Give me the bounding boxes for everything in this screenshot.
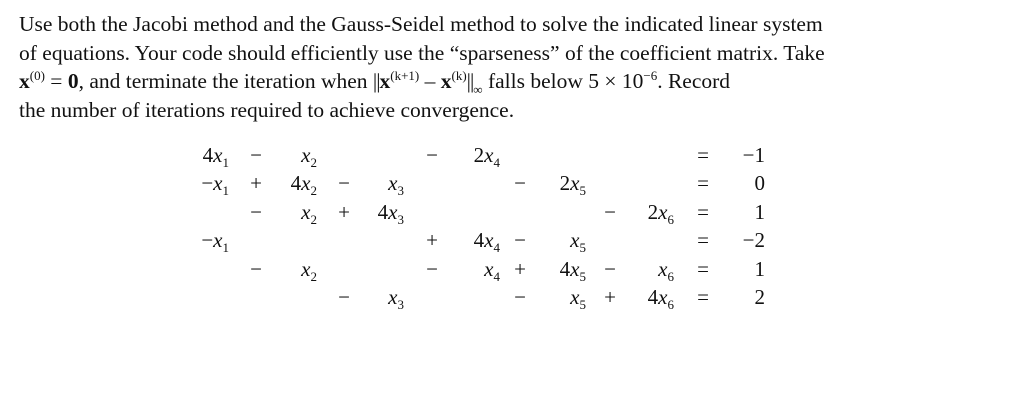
- operator-r5-o12: −: [250, 256, 262, 281]
- rhs-r4: −2: [742, 228, 765, 253]
- term-variable: x: [388, 285, 398, 309]
- rhs-r3: 1: [754, 199, 765, 224]
- problem-line-1: Use both the Jacobi method and the Gauss-Seidel method to solve the indicated linear system: [19, 12, 823, 36]
- x-vector: x: [19, 69, 30, 93]
- term-coefficient: 4: [290, 171, 302, 196]
- terminate-text: , and terminate the iteration when: [78, 69, 373, 93]
- term-index: 5: [579, 240, 586, 256]
- tolerance-exponent: −6: [643, 68, 658, 83]
- operator-r6-o56: +: [604, 285, 616, 309]
- term-index: 4: [493, 155, 500, 170]
- term-variable: x: [570, 256, 580, 281]
- term-coefficient: 2: [647, 199, 659, 224]
- problem-statement: [19, 10, 1009, 124]
- term-r2-x1: [185, 171, 229, 199]
- term-variable: x: [570, 171, 580, 196]
- x-superscript-0: (0): [29, 68, 45, 83]
- operator-r3-o56: −: [604, 199, 616, 224]
- term-coefficient: 4: [473, 228, 485, 253]
- problem-line-4: the number of iterations required to achieve convergence.: [19, 97, 515, 122]
- term-coefficient: 4: [559, 256, 571, 281]
- problem-line-3: [19, 67, 1009, 96]
- operator-r3-o23: +: [338, 199, 350, 224]
- operator-r5-o45: +: [514, 256, 526, 281]
- equals-r5: =: [697, 256, 709, 281]
- norm-sup-next: (k+1): [390, 68, 420, 83]
- term-r1-x4: [456, 143, 500, 171]
- term-variable: x: [570, 228, 580, 253]
- term-index: 5: [579, 297, 586, 312]
- term-coefficient: 4: [377, 199, 389, 224]
- operator-r1-o12: −: [250, 143, 262, 167]
- term-index: 2: [310, 183, 317, 199]
- term-r3-x2: [273, 200, 317, 228]
- operator-r2-o12: +: [250, 171, 262, 196]
- operator-r1-o34: −: [426, 143, 438, 167]
- term-index: 5: [579, 268, 586, 284]
- operator-r4-o45: −: [514, 228, 526, 253]
- term-index: 3: [397, 297, 404, 312]
- linear-system: [180, 143, 780, 318]
- norm-close: ||: [466, 69, 474, 93]
- equals-sign: =: [44, 69, 68, 93]
- zero-vector: 0: [67, 69, 79, 93]
- norm-x-next: x: [379, 69, 391, 93]
- equals-r6: =: [697, 285, 709, 309]
- operator-r2-o45: −: [514, 171, 526, 196]
- term-index: 1: [222, 183, 229, 199]
- rhs-r1: −1: [742, 143, 765, 167]
- term-r5-x5: [542, 257, 586, 285]
- term-coefficient: −: [201, 228, 214, 253]
- term-r2-x5: [542, 171, 586, 199]
- operator-r2-o23: −: [338, 171, 350, 196]
- term-r1-x2: [273, 143, 317, 171]
- term-r4-x5: [542, 228, 586, 256]
- term-index: 2: [310, 211, 317, 227]
- term-index: 5: [579, 183, 586, 199]
- term-index: 2: [310, 268, 317, 284]
- term-r6-x3: [360, 285, 404, 313]
- term-variable: x: [301, 171, 311, 196]
- term-coefficient: −: [201, 171, 214, 196]
- operator-r4-o34: +: [426, 228, 438, 253]
- term-variable: x: [484, 143, 494, 167]
- norm-open: ||: [372, 69, 380, 93]
- term-coefficient: 4: [202, 143, 214, 167]
- term-coefficient: 2: [559, 171, 571, 196]
- term-index: 2: [310, 155, 317, 170]
- term-variable: x: [213, 143, 223, 167]
- term-variable: x: [213, 171, 223, 196]
- term-index: 3: [397, 211, 404, 227]
- rhs-r5: 1: [754, 256, 765, 281]
- term-r4-x4: [456, 228, 500, 256]
- operator-r3-o12: −: [250, 199, 262, 224]
- term-index: 6: [667, 268, 674, 284]
- term-r5-x6: [630, 257, 674, 285]
- problem-line-2: of equations. Your code should efficiently use the “sparseness” of the coefficient matrix. Take: [19, 40, 825, 65]
- operator-r5-o56: −: [604, 256, 616, 281]
- term-variable: x: [658, 199, 668, 224]
- equals-r3: =: [697, 199, 709, 224]
- term-variable: x: [301, 256, 311, 281]
- norm-infinity: ∞: [473, 82, 483, 97]
- term-variable: x: [388, 171, 398, 196]
- term-index: 3: [397, 183, 404, 199]
- term-r6-x5: [542, 285, 586, 313]
- term-r6-x6: [630, 285, 674, 313]
- term-coefficient: 2: [473, 143, 485, 167]
- term-index: 4: [493, 240, 500, 256]
- term-index: 6: [667, 297, 674, 312]
- term-r5-x2: [273, 257, 317, 285]
- term-r4-x1: [185, 228, 229, 256]
- term-index: 1: [222, 240, 229, 256]
- tolerance-text: falls below 5 × 10: [482, 69, 644, 93]
- term-r2-x2: [273, 171, 317, 199]
- term-variable: x: [301, 143, 311, 167]
- term-variable: x: [658, 285, 668, 309]
- norm-sup-current: (k): [451, 68, 467, 83]
- norm-x-current: x: [440, 69, 452, 93]
- term-variable: x: [570, 285, 580, 309]
- term-r2-x3: [360, 171, 404, 199]
- term-index: 1: [222, 155, 229, 170]
- term-variable: x: [301, 199, 311, 224]
- term-variable: x: [484, 256, 494, 281]
- term-r1-x1: [185, 143, 229, 171]
- norm-minus: –: [419, 69, 441, 93]
- operator-r6-o45: −: [514, 285, 526, 309]
- term-coefficient: 4: [647, 285, 659, 309]
- equals-r1: =: [697, 143, 709, 167]
- record-text: . Record: [657, 69, 731, 93]
- term-variable: x: [388, 199, 398, 224]
- equals-r2: =: [697, 171, 709, 196]
- term-index: 6: [667, 211, 674, 227]
- rhs-r2: 0: [754, 171, 765, 196]
- term-r3-x6: [630, 200, 674, 228]
- term-variable: x: [213, 228, 223, 253]
- term-r5-x4: [456, 257, 500, 285]
- operator-r6-o23: −: [338, 285, 350, 309]
- operator-r5-o34: −: [426, 256, 438, 281]
- term-variable: x: [658, 256, 668, 281]
- term-r3-x3: [360, 200, 404, 228]
- equals-r4: =: [697, 228, 709, 253]
- term-variable: x: [484, 228, 494, 253]
- term-index: 4: [493, 268, 500, 284]
- rhs-r6: 2: [754, 285, 765, 309]
